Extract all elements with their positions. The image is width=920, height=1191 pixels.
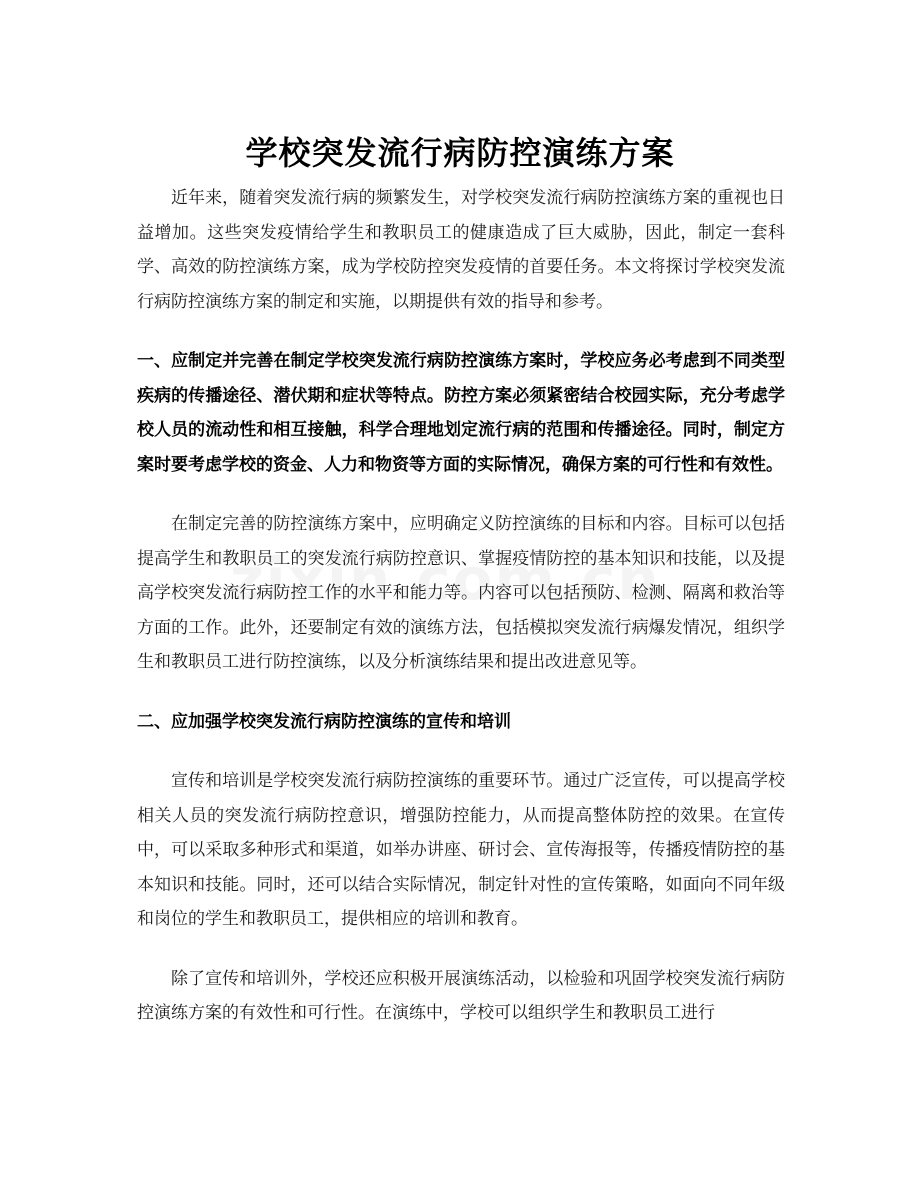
document-title: 学校突发流行病防控演练方案 [245, 134, 675, 173]
paragraph-intro: 近年来，随着突发流行病的频繁发生，对学校突发流行病防控演练方案的重视也日益增加。这些突发疫情给学生和教职员工的健康造成了巨大威胁，因此，制定一套科学、高效的防控演练方案，成为学校防控突发疫情的首要任务。本文将探讨学校突发流行病防控演练方案的制定和实施，以期提供有效的指导和参考。 [137, 188, 785, 312]
paragraph-drills: 除了宣传和培训外，学校还应积极开展演练活动，以检验和巩固学校突发流行病防控演练方案的有效性和可行性。在演练中，学校可以组织学生和教职员工进行 [137, 968, 785, 1023]
paragraph-publicity: 宣传和培训是学校突发流行病防控演练的重要环节。通过广泛宣传，可以提高学校相关人员的突发流行病防控意识，增强防控能力，从而提高整体防控的效果。在宣传中，可以采取多种形式和渠道，如举办讲座、研讨会、宣传海报等，传播疫情防控的基本知识和技能。同时，还可以结合实际情况，制定针对性的宣传策略，如面向不同年级和岗位的学生和教职员工，提供相应的培训和教育。 [137, 771, 785, 929]
section-heading-1: 一、应制定并完善在制定学校突发流行病防控演练方案时，学校应务必考虑到不同类型疾病的传播途径、潜伏期和症状等特点。防控方案必须紧密结合校园实际，充分考虑学校人员的流动性和相互接触，科学合理地划定流行病的范围和传播途径。同时，制定方案时要考虑学校的资金、人力和物资等方面的实际情况，确保方案的可行性和有效性。 [137, 351, 785, 475]
section-heading-2: 二、应加强学校突发流行病防控演练的宣传和培训 [137, 711, 511, 732]
paragraph-goals: 在制定完善的防控演练方案中，应明确定义防控演练的目标和内容。目标可以包括提高学生和教职员工的突发流行病防控意识、掌握疫情防控的基本知识和技能，以及提高学校突发流行病防控工作的水平和能力等。内容可以包括预防、检测、隔离和救治等方面的工作。此外，还要制定有效的演练方法，包括模拟突发流行病爆发情况，组织学生和教职员工进行防控演练，以及分析演练结果和提出改进意见等。 [137, 514, 785, 672]
document-body [137, 181, 785, 1056]
